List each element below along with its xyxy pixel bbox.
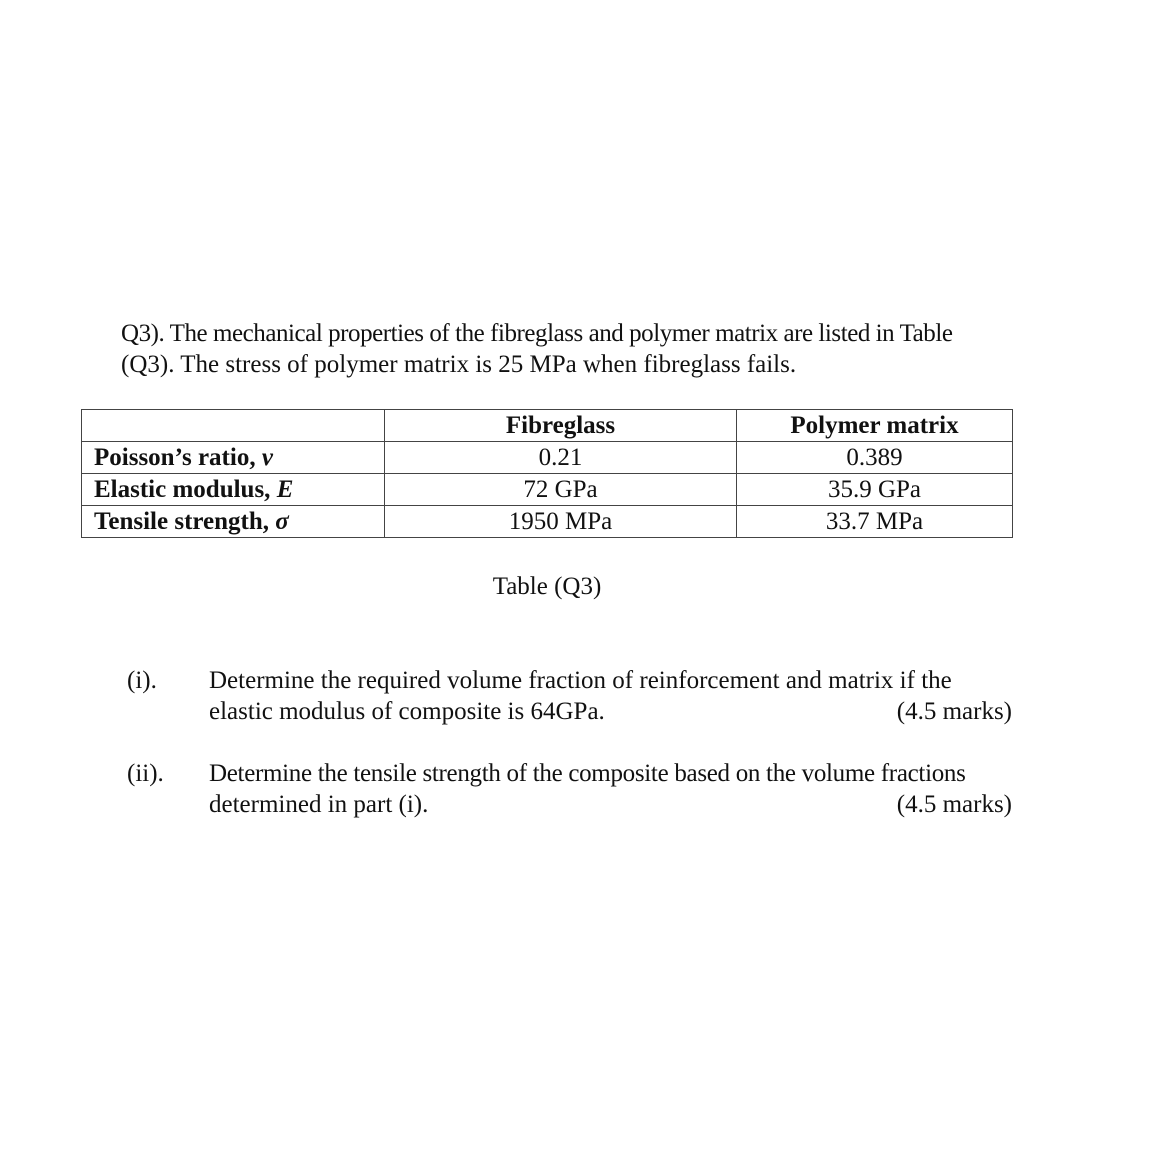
row-label-text: Poisson’s ratio, bbox=[94, 443, 262, 471]
row-label-symbol: v bbox=[261, 443, 273, 471]
row-label-text: Elastic modulus, bbox=[94, 475, 277, 503]
question-text: elastic modulus of composite is 64GPa. bbox=[209, 698, 605, 725]
question-marks: (4.5 marks) bbox=[896, 791, 1012, 818]
table-header-row bbox=[82, 410, 1013, 442]
row-label-symbol: E bbox=[276, 475, 294, 503]
question-text-line-2 bbox=[209, 789, 1012, 820]
table-caption: Table (Q3) bbox=[492, 573, 602, 600]
question-marks: (4.5 marks) bbox=[896, 698, 1012, 725]
question-number: (ii). bbox=[127, 760, 164, 787]
question-text-line-2 bbox=[209, 696, 1012, 727]
properties-table bbox=[81, 409, 1013, 538]
question-body bbox=[209, 758, 1012, 820]
intro-line-2: (Q3). The stress of polymer matrix is 25 MPa when fibreglass fails. bbox=[121, 351, 797, 378]
intro-line-1: Q3). The mechanical properties of the fibreglass and polymer matrix are listed in Table bbox=[121, 320, 953, 347]
row-label-elastic-modulus bbox=[82, 474, 385, 506]
table-header-empty bbox=[82, 410, 385, 442]
table-row bbox=[82, 506, 1013, 538]
cell-fibreglass-poisson: 0.21 bbox=[385, 442, 737, 474]
table-header-polymer: Polymer matrix bbox=[737, 410, 1013, 442]
table-header-fibreglass: Fibreglass bbox=[385, 410, 737, 442]
row-label-text: Tensile strength, bbox=[94, 507, 276, 535]
question-intro bbox=[121, 318, 1021, 380]
cell-polymer-modulus: 35.9 GPa bbox=[737, 474, 1013, 506]
row-label-symbol: σ bbox=[275, 507, 289, 535]
cell-fibreglass-modulus: 72 GPa bbox=[385, 474, 737, 506]
row-label-tensile-strength bbox=[82, 506, 385, 538]
table-row bbox=[82, 474, 1013, 506]
question-text: determined in part (i). bbox=[209, 791, 429, 818]
cell-polymer-strength: 33.7 MPa bbox=[737, 506, 1013, 538]
cell-fibreglass-strength: 1950 MPa bbox=[385, 506, 737, 538]
question-body bbox=[209, 665, 1012, 727]
question-text-line-1: Determine the tensile strength of the composite based on the volume fractions bbox=[209, 760, 966, 787]
cell-polymer-poisson: 0.389 bbox=[737, 442, 1013, 474]
row-label-poisson bbox=[82, 442, 385, 474]
question-number: (i). bbox=[127, 667, 157, 694]
question-text-line-1: Determine the required volume fraction of reinforcement and matrix if the bbox=[209, 667, 952, 694]
table-row bbox=[82, 442, 1013, 474]
